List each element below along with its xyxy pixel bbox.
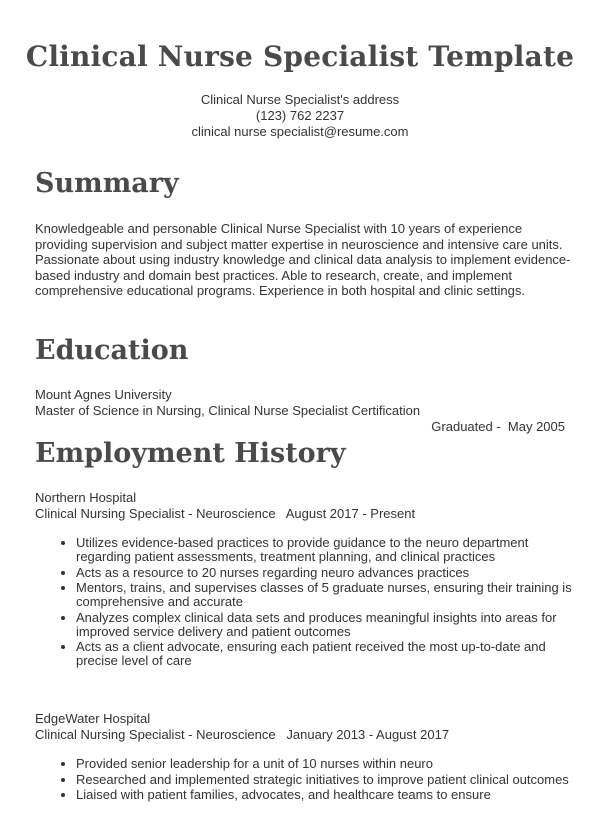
summary-heading: Summary bbox=[35, 168, 179, 199]
contact-email: clinical nurse specialist@resume.com bbox=[191, 124, 409, 139]
job-duty: • Utilizes evidence-based practices to provide guidance to the neuro department regarding patient assessments, treatment planning, and clinical practices bbox=[76, 536, 581, 564]
education-school: Mount Agnes University bbox=[35, 387, 172, 402]
job-duty: • Mentors, trains, and supervises classes of 5 graduate nurses, ensuring their training is comprehensive and accurate bbox=[76, 581, 581, 609]
employment-heading: Employment History bbox=[35, 438, 346, 469]
education-graduated: Graduated - May 2005 bbox=[431, 419, 565, 434]
job-duty: • Provided senior leadership for a unit of 10 nurses within neuro bbox=[76, 757, 581, 771]
contact-address: Clinical Nurse Specialist's address bbox=[200, 92, 400, 107]
job-duty: • Acts as a client advocate, ensuring each patient received the most up-to-date and precise level of care bbox=[76, 640, 581, 668]
job-role-dates: Clinical Nursing Specialist - Neuroscience August 2017 - Present bbox=[35, 506, 416, 521]
education-degree: Master of Science in Nursing, Clinical Nurse Specialist Certification bbox=[35, 403, 421, 418]
contact-phone: (123) 762 2237 bbox=[255, 108, 345, 123]
job-employer: Northern Hospital bbox=[35, 490, 137, 505]
summary-text: Knowledgeable and personable Clinical Nurse Specialist with 10 years of experience providing supervision and subject matter expertise in neuroscience and intensive care units. Passionate about using industry knowledge and clinical data analysis to implement evidence-based industry and domain best practices. Able to research, create, and implement comprehensive educational programs. Experience in both hospital and clinic settings. bbox=[35, 221, 571, 298]
job-employer: EdgeWater Hospital bbox=[35, 711, 151, 726]
job-duties-list bbox=[58, 757, 581, 804]
contact-block bbox=[0, 92, 600, 140]
resume-title: Clinical Nurse Specialist Template bbox=[25, 40, 575, 73]
job-duty: • Researched and implemented strategic initiatives to improve patient clinical outcomes bbox=[76, 773, 581, 787]
job-duty: • Liaised with patient families, advocates, and healthcare teams to ensure bbox=[76, 788, 581, 802]
job-duty: • Analyzes complex clinical data sets and produces meaningful insights into areas for improved service delivery and patient outcomes bbox=[76, 611, 581, 639]
job-duty: • Acts as a resource to 20 nurses regarding neuro advances practices bbox=[76, 566, 581, 580]
job-role-dates: Clinical Nursing Specialist - Neuroscience January 2013 - August 2017 bbox=[35, 727, 450, 742]
job-duties-list bbox=[58, 536, 581, 670]
education-heading: Education bbox=[35, 335, 189, 366]
